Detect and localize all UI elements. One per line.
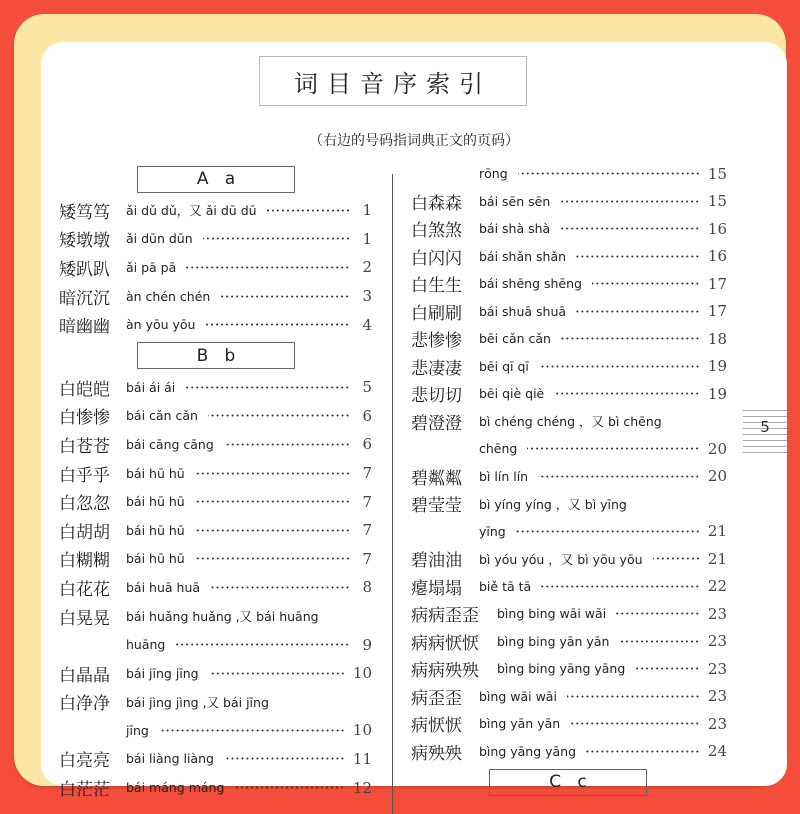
index-entry — [59, 602, 372, 631]
dot-leader — [570, 722, 700, 725]
dot-leader — [541, 585, 700, 588]
entry-page: 23 — [707, 604, 727, 623]
entry-pinyin: bìng yāng yāng — [479, 743, 577, 759]
entry-word: 白晃晃 — [59, 608, 110, 629]
entry-word: 悲切切 — [411, 386, 462, 407]
dot-leader — [576, 310, 700, 313]
page-number: 5 — [760, 418, 770, 436]
dot-leader — [538, 475, 700, 478]
index-entry — [59, 745, 372, 774]
entry-page: 15 — [707, 192, 727, 211]
entry-word: 白茫茫 — [59, 780, 110, 801]
entry-page: 12 — [352, 778, 372, 797]
entry-word: 矮趴趴 — [59, 259, 110, 280]
index-column-left — [59, 162, 372, 802]
entry-word: 病恹恹 — [411, 716, 462, 737]
entry-page: 20 — [707, 467, 727, 486]
entry-page: 3 — [362, 287, 372, 306]
entry-pinyin: bái hū hū — [126, 465, 185, 481]
index-entry — [59, 688, 372, 717]
index-entry — [59, 459, 372, 488]
entry-pinyin: bìng wāi wāi — [479, 688, 557, 704]
entry-pinyin: bái liàng liàng — [126, 751, 214, 767]
entry-pinyin: bái jīng jīng — [126, 665, 199, 681]
entry-word: 碧油油 — [411, 551, 462, 572]
dictionary-page — [41, 42, 787, 801]
entry-page: 7 — [362, 492, 372, 511]
index-entry — [59, 402, 372, 431]
index-entry — [59, 773, 372, 802]
index-entry — [59, 545, 372, 574]
entry-page: 10 — [352, 664, 372, 683]
entry-page: 19 — [707, 357, 727, 376]
entry-word: 病病歪歪 — [411, 606, 479, 627]
index-entry — [411, 408, 727, 436]
entry-pinyin: bìng yān yān — [479, 716, 561, 732]
page-subtitle: （右边的号码指词典正文的页码） — [309, 133, 519, 149]
index-entry-continuation — [411, 518, 727, 546]
entry-pinyin-cont: huāng — [126, 637, 166, 653]
entry-pinyin: bái cāng cāng — [126, 436, 214, 452]
dot-leader — [267, 209, 350, 212]
index-entry — [59, 225, 372, 254]
dot-leader — [203, 237, 350, 240]
entry-page: 23 — [707, 632, 727, 651]
index-entry — [411, 353, 727, 381]
entry-page: 7 — [362, 549, 372, 568]
entry-pinyin: bái cǎn cǎn — [126, 408, 198, 424]
entry-word: 白苍苍 — [59, 436, 110, 457]
entry-word: 瘪塌塌 — [411, 578, 462, 599]
index-entry — [411, 710, 727, 738]
entry-word: 白生生 — [411, 276, 462, 297]
entry-page: 15 — [707, 164, 727, 183]
index-entry — [411, 270, 727, 298]
entry-page: 6 — [362, 406, 372, 425]
entry-pinyin: bìng bing yān yān — [497, 633, 610, 649]
entry-pinyin: bái jìng jìng ,又 bái jīng — [126, 694, 269, 710]
entry-page: 21 — [707, 549, 727, 568]
entry-page: 16 — [707, 219, 727, 238]
dot-leader — [224, 443, 350, 446]
entry-word: 白闪闪 — [411, 248, 462, 269]
dot-leader — [220, 295, 350, 298]
index-entry — [411, 463, 727, 491]
index-entry — [59, 196, 372, 225]
entry-pinyin: bái shēng shēng — [479, 276, 582, 292]
entry-pinyin: bái huǎng huǎng ,又 bái huāng — [126, 609, 319, 625]
dot-leader — [185, 386, 350, 389]
entry-word: 白森森 — [411, 193, 462, 214]
entry-page: 16 — [707, 247, 727, 266]
entry-page: 19 — [707, 384, 727, 403]
entry-word: 白忽忽 — [59, 494, 110, 515]
entry-word: 白晶晶 — [59, 665, 110, 686]
entry-word: 病病恹恹 — [411, 633, 479, 654]
index-entry — [411, 738, 727, 766]
dot-leader — [195, 557, 350, 560]
entry-pinyin: bìng bing yāng yāng — [497, 661, 626, 677]
index-entry — [411, 243, 727, 271]
entry-word: 碧粼粼 — [411, 468, 462, 489]
entry-pinyin: àn chén chén — [126, 288, 211, 304]
dot-leader — [186, 266, 350, 269]
index-entry — [59, 659, 372, 688]
section-letter: C c — [489, 769, 647, 796]
entry-pinyin: bì chéng chéng ，又 bì chēng — [479, 414, 662, 430]
dot-leader — [159, 729, 345, 732]
dot-leader — [653, 557, 700, 560]
entry-pinyin: biě tā tā — [479, 578, 532, 594]
dot-leader — [560, 227, 700, 230]
entry-page: 2 — [362, 258, 372, 277]
entry-word: 白乎乎 — [59, 465, 110, 486]
dot-leader — [234, 786, 345, 789]
index-entry — [411, 188, 727, 216]
entry-pinyin: bái hū hū — [126, 494, 185, 510]
index-entry-continuation — [411, 160, 727, 188]
entry-page: 17 — [707, 302, 727, 321]
entry-pinyin: bái shà shà — [479, 221, 551, 237]
entry-page: 1 — [362, 229, 372, 248]
entry-page: 7 — [362, 464, 372, 483]
entry-pinyin: bái hū hū — [126, 522, 185, 538]
index-entry — [59, 373, 372, 402]
entry-pinyin: bēi qī qī — [479, 358, 529, 374]
entry-pinyin: bì yóu yóu ，又 bì yōu yōu — [479, 551, 643, 567]
entry-pinyin: bì lín lín — [479, 468, 529, 484]
entry-pinyin: bì yíng yíng ，又 bì yīng — [479, 496, 627, 512]
entry-page: 5 — [362, 378, 372, 397]
entry-word: 碧莹莹 — [411, 496, 462, 517]
entry-word: 白花花 — [59, 579, 110, 600]
dot-leader — [592, 282, 700, 285]
entry-pinyin: bái hū hū — [126, 551, 185, 567]
entry-pinyin: àn yōu yōu — [126, 317, 196, 333]
entry-word: 矮笃笃 — [59, 202, 110, 223]
entry-page: 24 — [707, 742, 727, 761]
entry-pinyin: bìng bing wāi wāi — [497, 606, 607, 622]
entry-page: 7 — [362, 521, 372, 540]
index-entry — [59, 430, 372, 459]
entry-word: 白亮亮 — [59, 751, 110, 772]
index-entry-continuation — [59, 716, 372, 745]
entry-pinyin: bái máng máng — [126, 780, 225, 796]
dot-leader — [539, 365, 700, 368]
section-letter: A a — [137, 166, 295, 193]
dot-leader — [516, 530, 700, 533]
section-header — [59, 339, 372, 373]
entry-pinyin: bái huā huā — [126, 579, 201, 595]
entry-page: 23 — [707, 659, 727, 678]
entry-word: 白刷刷 — [411, 303, 462, 324]
entry-word: 白煞煞 — [411, 221, 462, 242]
entry-word: 白胡胡 — [59, 522, 110, 543]
entry-page: 4 — [362, 315, 372, 334]
dot-leader — [616, 612, 700, 615]
entry-page: 23 — [707, 687, 727, 706]
entry-pinyin: bái ái ái — [126, 379, 176, 395]
dot-leader — [527, 447, 700, 450]
index-entry — [59, 253, 372, 282]
dot-leader — [576, 255, 700, 258]
entry-pinyin-cont: jīng — [126, 722, 149, 738]
index-entry — [59, 282, 372, 311]
entry-page: 11 — [352, 749, 372, 768]
index-entry-continuation — [59, 630, 372, 659]
dot-leader — [205, 323, 350, 326]
entry-word: 病歪歪 — [411, 688, 462, 709]
index-entry — [411, 655, 727, 683]
index-entry — [411, 545, 727, 573]
entry-pinyin: bái shǎn shǎn — [479, 248, 567, 264]
dot-leader — [554, 392, 700, 395]
index-entry — [411, 325, 727, 353]
section-header — [59, 162, 372, 196]
dot-leader — [175, 643, 350, 646]
dot-leader — [619, 640, 699, 643]
entry-page: 1 — [362, 201, 372, 220]
section-letter: B b — [137, 342, 295, 369]
entry-word: 白糊糊 — [59, 551, 110, 572]
entry-page: 20 — [707, 439, 727, 458]
dot-leader — [518, 172, 700, 175]
index-entry — [411, 628, 727, 656]
index-entry — [411, 573, 727, 601]
index-entry — [411, 600, 727, 628]
index-entry — [59, 573, 372, 602]
index-entry — [411, 683, 727, 711]
index-entry — [59, 310, 372, 339]
entry-page: 8 — [362, 578, 372, 597]
entry-word: 病殃殃 — [411, 743, 462, 764]
entry-word: 病病殃殃 — [411, 661, 479, 682]
entry-pinyin: bēi cǎn cǎn — [479, 331, 551, 347]
dot-leader — [208, 414, 350, 417]
dot-leader — [195, 472, 350, 475]
index-entry — [411, 490, 727, 518]
entry-page: 22 — [707, 577, 727, 596]
entry-pinyin: ǎi dūn dūn — [126, 231, 193, 247]
entry-pinyin-cont: yīng — [479, 523, 506, 539]
entry-word: 暗沉沉 — [59, 288, 110, 309]
entry-pinyin: bēi qiè qiè — [479, 386, 545, 402]
index-entry — [411, 215, 727, 243]
dot-leader — [195, 500, 350, 503]
entry-page: 10 — [352, 721, 372, 740]
entry-pinyin: ǎi pā pā — [126, 259, 177, 275]
dot-leader — [195, 529, 350, 532]
section-header — [411, 765, 727, 799]
entry-page: 18 — [707, 329, 727, 348]
dot-leader — [635, 667, 700, 670]
entry-pinyin: bái sēn sēn — [479, 193, 551, 209]
dot-leader — [209, 672, 345, 675]
entry-page: 23 — [707, 714, 727, 733]
page-title: 词目音序索引 — [259, 56, 527, 106]
entry-word: 暗幽幽 — [59, 317, 110, 338]
index-entry-continuation — [411, 435, 727, 463]
index-entry — [411, 298, 727, 326]
page-number-tab — [743, 406, 787, 454]
entry-word: 白皑皑 — [59, 379, 110, 400]
entry-pinyin-cont: chēng — [479, 441, 518, 457]
entry-word: 悲凄凄 — [411, 358, 462, 379]
index-entry — [59, 487, 372, 516]
dot-leader — [210, 586, 350, 589]
dot-leader — [224, 757, 345, 760]
entry-word: 矮墩墩 — [59, 231, 110, 252]
dot-leader — [586, 750, 700, 753]
index-entry — [411, 380, 727, 408]
entry-page: 17 — [707, 274, 727, 293]
index-column-right — [411, 160, 727, 799]
dot-leader — [561, 337, 700, 340]
entry-pinyin: ǎi dǔ dǔ，又 ǎi dū dū — [126, 203, 257, 219]
entry-page: 21 — [707, 522, 727, 541]
entry-word: 白净净 — [59, 694, 110, 715]
entry-word: 白惨惨 — [59, 408, 110, 429]
entry-page: 6 — [362, 435, 372, 454]
dot-leader — [560, 200, 700, 203]
entry-page: 9 — [362, 635, 372, 654]
index-entry — [59, 516, 372, 545]
entry-pinyin: bái shuā shuā — [479, 303, 567, 319]
entry-word: 悲惨惨 — [411, 331, 462, 352]
dot-leader — [567, 695, 700, 698]
entry-word: 碧澄澄 — [411, 413, 462, 434]
page-frame — [14, 14, 786, 801]
entry-pinyin-cont: rōng — [479, 166, 508, 182]
column-divider — [392, 174, 393, 814]
